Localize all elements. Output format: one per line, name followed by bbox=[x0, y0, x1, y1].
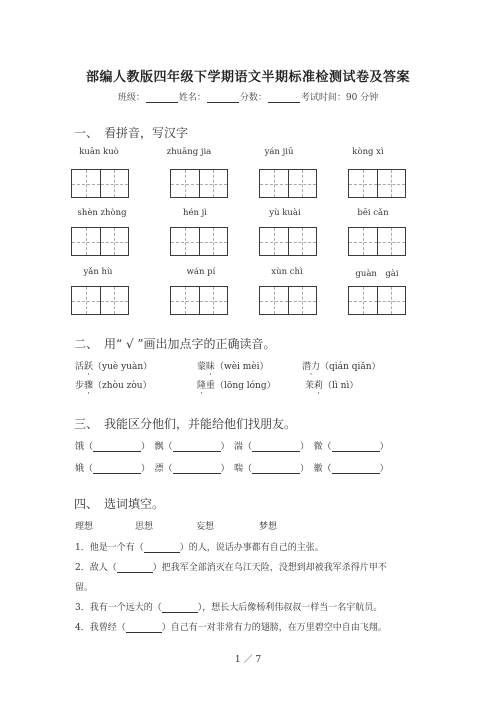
writing-grid[interactable] bbox=[71, 169, 129, 198]
class-label: 班级： bbox=[117, 93, 145, 103]
pinyin-5: shèn zhòng bbox=[77, 208, 127, 218]
answer-blank[interactable] bbox=[173, 442, 221, 452]
page-number: 1 ／ 7 bbox=[234, 655, 262, 665]
reading-item: 步骤（zhòu zòu） bbox=[75, 381, 152, 391]
char-row-1: 饿（ ） 飘（ ） 湍（ ） 微（ ） bbox=[75, 442, 389, 452]
pinyin-8: bēi cǎn bbox=[357, 208, 389, 218]
exam-info bbox=[0, 90, 496, 103]
reading-item: 茉莉（lì nì） bbox=[305, 381, 359, 391]
section1-heading: 一、 看拼音，写汉字 bbox=[74, 126, 189, 140]
pinyin-9: yǎn hù bbox=[83, 267, 113, 277]
answer-blank[interactable] bbox=[332, 464, 380, 474]
answer-blank[interactable] bbox=[126, 623, 162, 633]
reading-options[interactable]: （wèi mèi） bbox=[215, 362, 269, 372]
answer-blank[interactable] bbox=[93, 442, 141, 452]
writing-grid[interactable] bbox=[348, 227, 406, 256]
writing-grid[interactable] bbox=[259, 169, 317, 198]
pinyin-10: wán pí bbox=[186, 267, 216, 277]
pinyin-2: zhuāng jia bbox=[166, 147, 212, 157]
pinyin-12: guàn gài bbox=[355, 269, 399, 279]
question-1: 1．他是一个有（ ）的人，说话办事都有自己的主张。 bbox=[75, 543, 324, 553]
reading-options[interactable]: （zhòu zòu） bbox=[93, 381, 152, 391]
pinyin-11: xùn chì bbox=[271, 267, 303, 277]
name-label: 姓名： bbox=[178, 93, 206, 103]
writing-grid[interactable] bbox=[71, 286, 129, 315]
answer-blank[interactable] bbox=[144, 543, 180, 553]
reading-item: 潜力（qián qiǎn） bbox=[302, 362, 381, 372]
score-blank[interactable] bbox=[268, 92, 300, 103]
reading-item: 活跃（yuè yuàn） bbox=[75, 362, 153, 372]
char-row-2: 娥（ ） 漂（ ） 喘（ ） 徽（ ） bbox=[75, 464, 389, 474]
word-choice: 思想 bbox=[135, 522, 154, 532]
name-blank[interactable] bbox=[207, 92, 239, 103]
reading-options[interactable]: （qián qiǎn） bbox=[320, 362, 381, 372]
class-blank[interactable] bbox=[146, 92, 178, 103]
reading-options[interactable]: （lōng lóng） bbox=[215, 381, 276, 391]
section2-heading: 二、 用“ √ ”画出加点字的正确读音。 bbox=[74, 337, 276, 351]
page-title: 部编人教版四年级下学期语文半期标准检测试卷及答案 bbox=[85, 70, 410, 85]
question-4: 4．我曾经（ ）自己有一对非常有力的翅膀，在万里碧空中自由飞翔。 bbox=[75, 623, 387, 633]
answer-blank[interactable] bbox=[117, 563, 153, 573]
word-choice: 理想 bbox=[75, 522, 94, 532]
reading-item: 蒙昧（wèi mèi） bbox=[197, 362, 269, 372]
writing-grid[interactable] bbox=[348, 286, 406, 315]
writing-grid[interactable] bbox=[170, 227, 228, 256]
answer-blank[interactable] bbox=[332, 442, 380, 452]
writing-grid[interactable] bbox=[71, 227, 129, 256]
pinyin-7: yù kuài bbox=[269, 208, 301, 218]
writing-grid[interactable] bbox=[259, 286, 317, 315]
reading-options[interactable]: （yuè yuàn） bbox=[93, 362, 153, 372]
answer-blank[interactable] bbox=[252, 442, 300, 452]
answer-blank[interactable] bbox=[93, 464, 141, 474]
writing-grid[interactable] bbox=[259, 227, 317, 256]
score-label: 分数： bbox=[239, 93, 267, 103]
writing-grid[interactable] bbox=[170, 169, 228, 198]
word-choice: 梦想 bbox=[259, 522, 278, 532]
question-3: 3．我有一个远大的（ ），想长大后像杨利伟叔叔一样当一名宇航员。 bbox=[75, 603, 383, 613]
time-label: 考试时间：90 分钟 bbox=[300, 93, 379, 103]
question-2: 2．敌人（ ）把我军全部消灭在乌江天险，没想到却被我军杀得片甲不 bbox=[75, 563, 387, 573]
pinyin-3: yán jiū bbox=[264, 147, 294, 157]
section4-heading: 四、 选词填空。 bbox=[74, 497, 165, 511]
section3-heading: 三、 我能区分他们，并能给他们找朋友。 bbox=[74, 417, 297, 431]
answer-blank[interactable] bbox=[173, 464, 221, 474]
pinyin-1: kuān kuò bbox=[79, 147, 119, 157]
reading-item: 隆重（lōng lóng） bbox=[197, 381, 276, 391]
pinyin-4: kòng xì bbox=[352, 147, 384, 157]
answer-blank[interactable] bbox=[162, 603, 198, 613]
pinyin-6: hén jì bbox=[182, 208, 208, 218]
answer-blank[interactable] bbox=[252, 464, 300, 474]
question-2-cont: 留。 bbox=[75, 583, 94, 593]
writing-grid[interactable] bbox=[170, 286, 228, 315]
writing-grid[interactable] bbox=[348, 169, 406, 198]
reading-options[interactable]: （lì nì） bbox=[323, 381, 359, 391]
word-choice: 妄想 bbox=[196, 522, 215, 532]
